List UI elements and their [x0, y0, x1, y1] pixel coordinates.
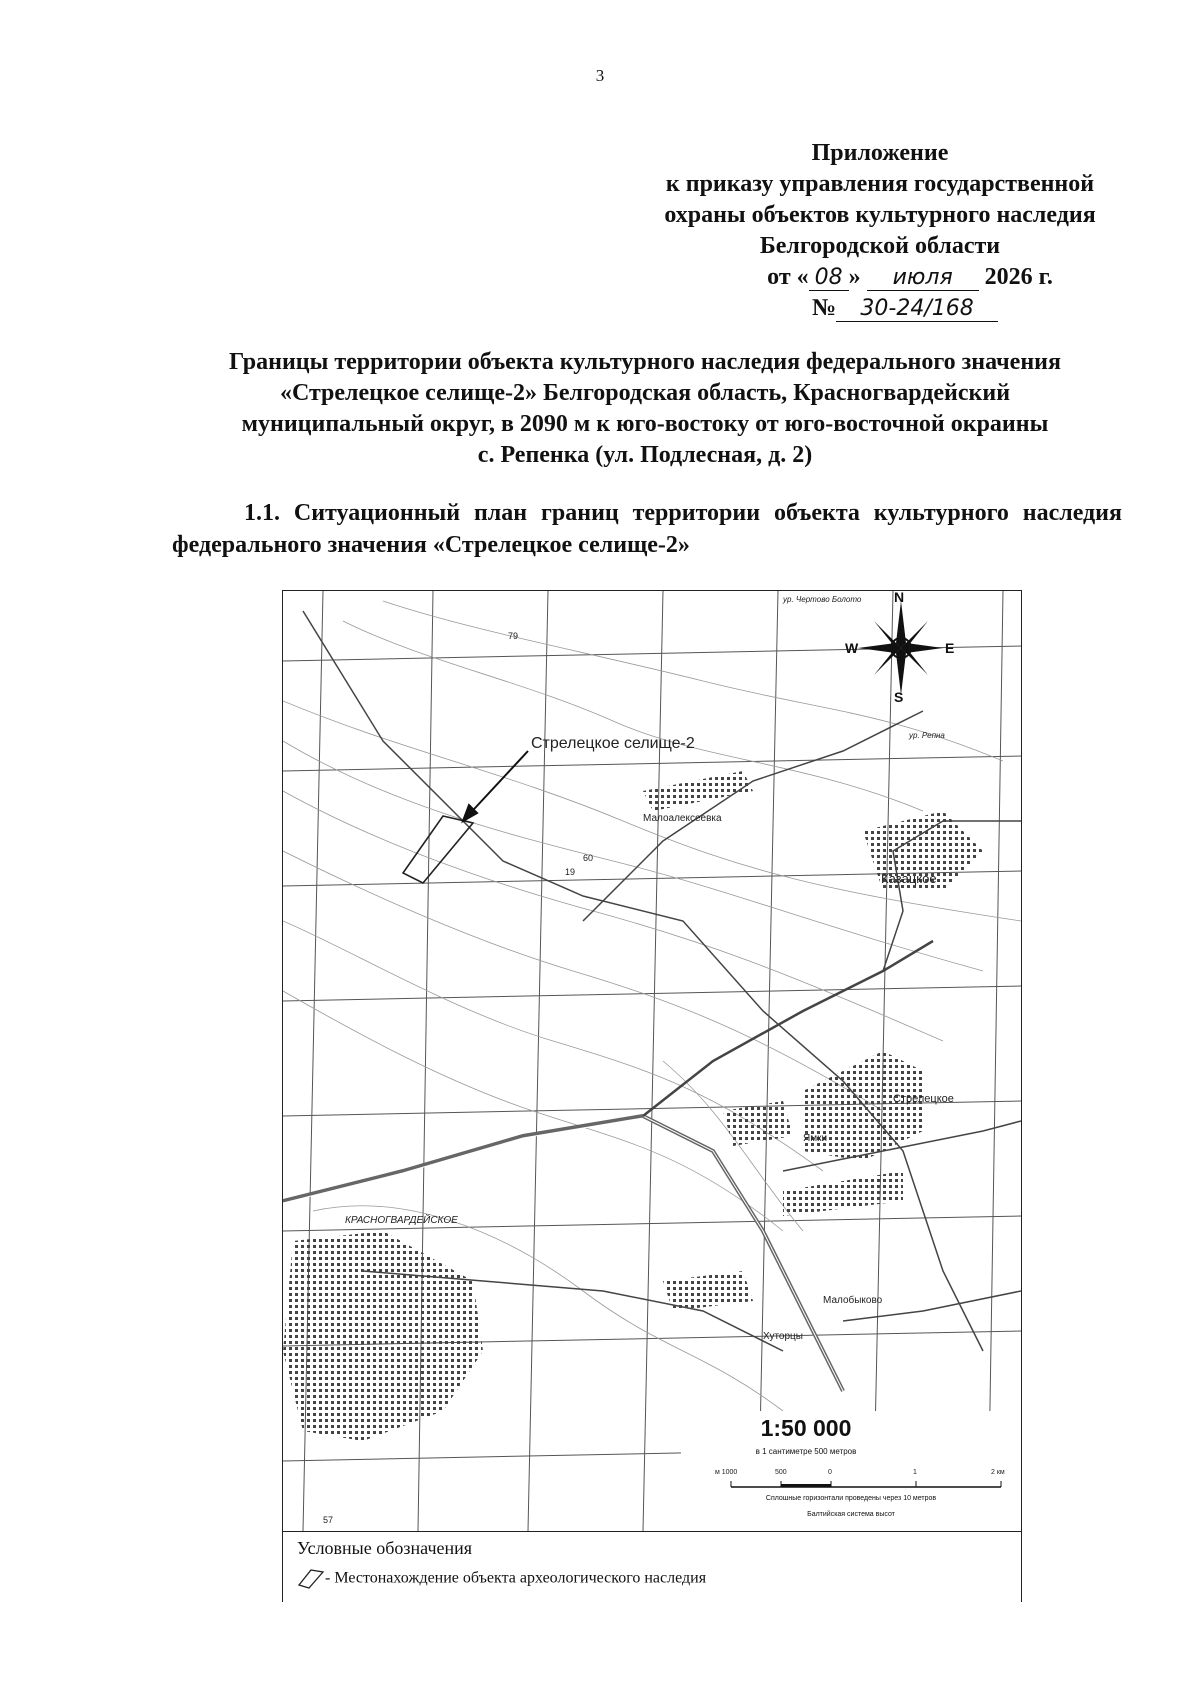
legend-polygon-icon — [297, 1568, 325, 1590]
grid-number-57: 57 — [323, 1515, 334, 1525]
legend-item-object — [297, 1568, 706, 1590]
place-chertovo: ур. Чертово Болото — [783, 595, 862, 604]
scale-subtitle: в 1 сантиметре 500 метров — [755, 1447, 857, 1456]
title-line-4: с. Репенка (ул. Подлесная, д. 2) — [477, 442, 813, 468]
section-heading: 1.1. Ситуационный план границ территории объекта культурного наследия федерального значения «Стрелецкое селище-2» — [172, 500, 1122, 558]
compass-rose — [858, 601, 943, 695]
place-krasnogvardeyskoe: КРАСНОГВАРДЕЙСКОЕ — [345, 1215, 458, 1226]
scale-tick-4: 2 км — [991, 1469, 1005, 1476]
date-day: 08 — [809, 266, 849, 291]
appendix-line-1: Приложение — [811, 140, 949, 166]
scale-tick-1: 500 — [775, 1469, 787, 1476]
document-title — [170, 347, 1120, 471]
date-month: июля — [867, 266, 979, 291]
grid-number-19: 19 — [565, 867, 576, 877]
page-number: 3 — [595, 66, 605, 85]
appendix-line-2: к приказу управления государственной — [665, 171, 1095, 197]
scale-tick-0: м 1000 — [715, 1469, 738, 1476]
place-streletskoe: Стрелецкое — [893, 1093, 954, 1105]
grid-number-60: 60 — [583, 853, 594, 863]
appendix-header — [600, 138, 1160, 324]
title-line-2: «Стрелецкое селище-2» Белгородская область, Красногвардейский — [279, 380, 1011, 406]
number-value: 30-24/168 — [836, 297, 998, 322]
grid-number-79: 79 — [508, 631, 519, 641]
scale-ratio: 1:50 000 — [760, 1415, 852, 1441]
compass-e: E — [945, 640, 955, 656]
compass-w: W — [845, 640, 859, 656]
object-label: Стрелецкое селище-2 — [531, 735, 695, 752]
object-arrow — [463, 751, 528, 821]
place-repna: ур. Репна — [909, 731, 945, 740]
scale-note-heights: Балтийская система высот — [807, 1511, 895, 1518]
legend-title: Условные обозначения — [297, 1538, 473, 1558]
appendix-line-4: Белгородской области — [759, 233, 1001, 259]
date-mid: » — [848, 264, 861, 290]
compass-s: S — [894, 689, 904, 705]
number-prefix: № — [811, 295, 837, 321]
date-prefix: от « — [767, 264, 809, 290]
date-year: 2026 г. — [984, 264, 1053, 290]
compass-n: N — [894, 589, 905, 605]
scale-tick-2: 0 — [828, 1469, 832, 1476]
appendix-number — [600, 293, 1160, 324]
map-legend — [283, 1531, 1021, 1602]
title-line-1: Границы территории объекта культурного наследия федерального значения — [229, 349, 1061, 375]
situation-map — [282, 590, 1022, 1602]
place-malobykovo: Малобыково — [823, 1295, 883, 1306]
place-khutortsy: Хуторцы — [763, 1331, 803, 1342]
scale-note-contours: Сплошные горизонтали проведены через 10 метров — [765, 1495, 937, 1502]
legend-item-label: - Местонахождение объекта археологического наследия — [325, 1569, 707, 1587]
title-line-3: муниципальный округ, в 2090 м к юго-востоку от юго-восточной окраины — [241, 411, 1049, 437]
appendix-date — [600, 262, 1160, 293]
scale-panel — [681, 1411, 1021, 1531]
place-kazatskoe: Казацкое — [881, 871, 937, 886]
place-yamki: Ямки — [803, 1133, 828, 1144]
object-boundary — [403, 816, 473, 883]
place-maloalekseevka: Малоалексеевка — [643, 813, 722, 824]
scale-tick-3: 1 — [913, 1469, 917, 1476]
appendix-line-3: охраны объектов культурного наследия — [664, 202, 1096, 228]
